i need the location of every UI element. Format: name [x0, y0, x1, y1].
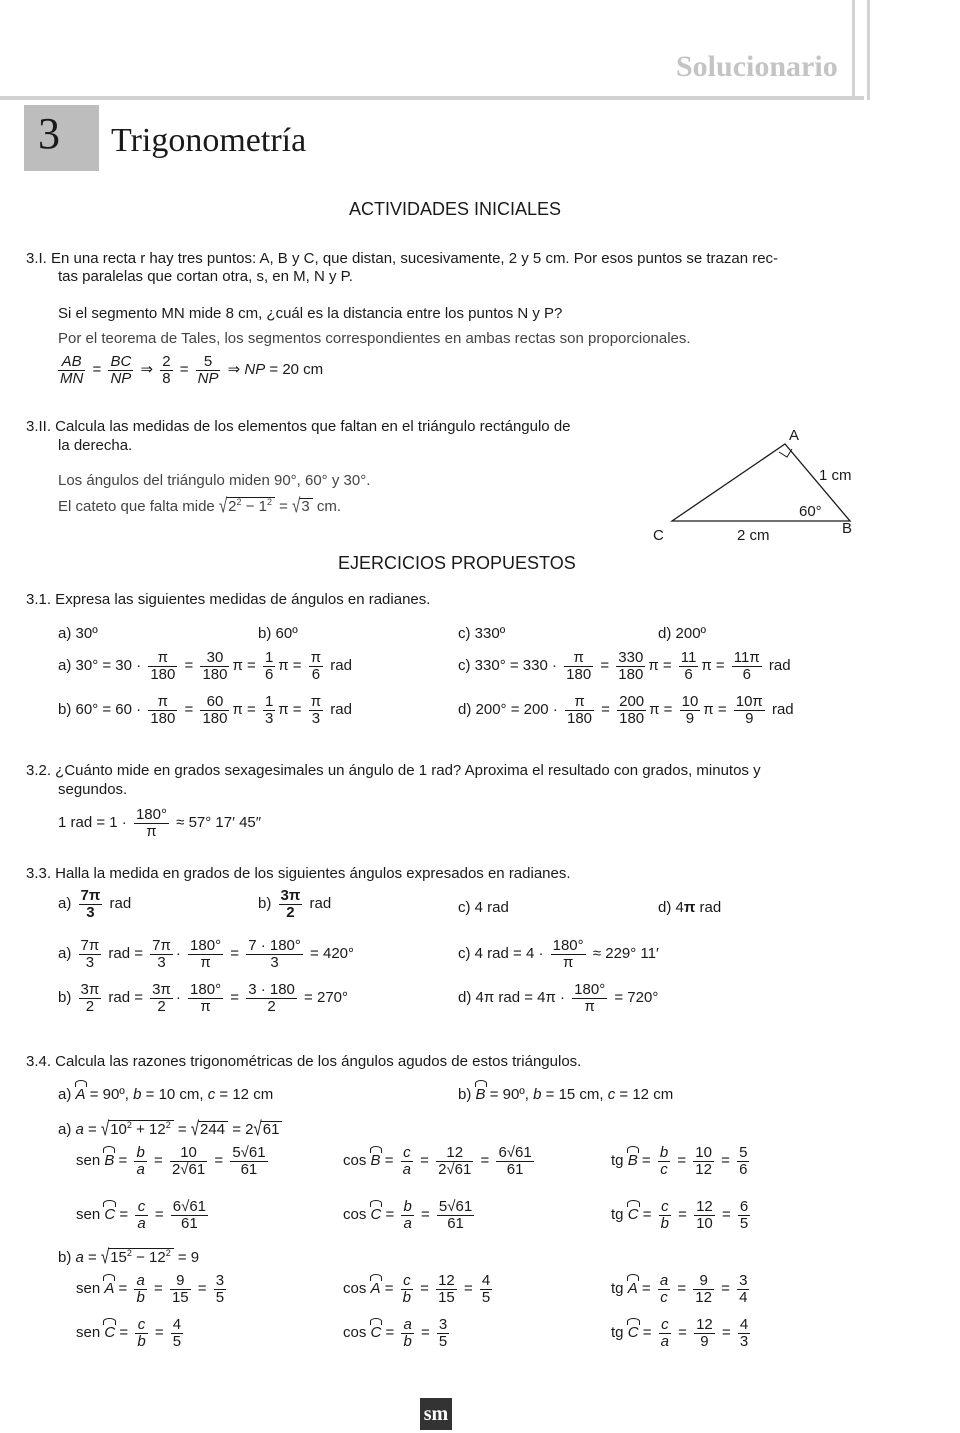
ex-34-a-senB: sen B = $\frac{b}{a}$ = $\frac{10}{2√61}$ = $\frac{5√61}{61}$: [76, 1144, 266, 1178]
triangle-vertex-b: B: [842, 520, 853, 537]
ex-31-sol-d: d) 200° = 200 · $\frac{\pi}{180}$ = $\frac{200}{180}$ π = $\frac{10}{9}$ π = $\frac{10\pi}{9}$ rad: [458, 693, 794, 727]
chapter-number: 3: [38, 109, 60, 158]
ex-3I-answer: Por el teorema de Tales, los segmentos correspondientes en ambas rectas son proporcionales.: [58, 330, 691, 347]
ex-33-sol-b: b) $\frac{3\pi}{2}$ rad = $\frac{3\pi}{2}$ · $\frac{180^\circ}{\pi}$ = $\frac{3 \cdot 180}{2}$ = 270°: [58, 981, 349, 1015]
ex-34-a-hyp: a) $a = √10^2 + 12^2 = √244 = 2√61$: [58, 1120, 282, 1139]
ex-31-item-b: b) 60º: [258, 625, 298, 642]
ex-32-sol: 1 rad = 1 · $\frac{180^\circ}{\pi}$ ≈ 57° 17′ 45″: [58, 806, 262, 840]
triangle-angle-b: 60°: [799, 503, 822, 520]
ex-31-sol-b: b) 60° = 60 · $\frac{\pi}{180}$ = $\frac{60}{180}$ π = $\frac{1}{3}$ π = $\frac{\pi}{3}$ rad: [58, 693, 352, 727]
ex-3II-leg: El cateto que falta mide $√2^2 - 1^2 = √3$ cm.: [58, 495, 342, 518]
section-heading-exercises: EJERCICIOS PROPUESTOS: [338, 553, 576, 573]
ex-34-b-cosA: cos A = $\frac{c}{b}$ = $\frac{12}{15}$ = $\frac{4}{5}$: [343, 1272, 491, 1306]
ex-33-sol-a: a) $\frac{7\pi}{3}$ rad = $\frac{7\pi}{3}$ · $\frac{180^\circ}{\pi}$ = $\frac{7 \cdot 180^\circ}{3}$ = 420°: [58, 937, 355, 971]
ex-34-a-cosB: cos B = $\frac{c}{a}$ = $\frac{12}{2√61}$ = $\frac{6√61}{61}$: [343, 1144, 532, 1178]
chapter-number-box: [24, 105, 99, 171]
ex-31-item-c: c) 330º: [458, 625, 506, 642]
ex-31-sol-a: a) 30° = 30 · $\frac{\pi}{180}$ = $\frac{30}{180}$ π = $\frac{1}{6}$ π = $\frac{\pi}{6}$ rad: [58, 649, 352, 683]
triangle-side-cb: 2 cm: [737, 527, 770, 544]
ex-34-b-tgC: tg C = $\frac{c}{a}$ = $\frac{12}{9}$ = $\frac{4}{3}$: [611, 1316, 749, 1350]
ex-34-b-tgA: tg A = $\frac{a}{c}$ = $\frac{9}{12}$ = $\frac{3}{4}$: [611, 1272, 748, 1306]
ex-34-b-senC: sen C = $\frac{c}{b}$ = $\frac{4}{5}$: [76, 1316, 182, 1350]
ex-3II-statement-1: 3.II. Calcula las medidas de los elementos que faltan en el triángulo rectángulo de: [26, 418, 571, 435]
ex-32-statement-2: segundos.: [58, 781, 128, 798]
ex-31-sol-c: c) 330° = 330 · $\frac{\pi}{180}$ = $\frac{330}{180}$ π = $\frac{11}{6}$ π = $\frac{11\pi}{6}$ rad: [458, 649, 791, 683]
ex-33-item-b: b) $\frac{3\pi}{2}$ rad: [258, 887, 332, 921]
ex-34-a-tgB: tg B = $\frac{b}{c}$ = $\frac{10}{12}$ = $\frac{5}{6}$: [611, 1144, 748, 1178]
ex-34-b-senA: sen A = $\frac{a}{b}$ = $\frac{9}{15}$ = $\frac{3}{5}$: [76, 1272, 225, 1306]
ex-33-item-c: c) 4 rad: [458, 899, 509, 916]
ex-33-sol-c: c) 4 rad = 4 · $\frac{180^\circ}{\pi}$ ≈ 229° 11′: [458, 937, 659, 971]
ex-33-sol-d: d) 4π rad = 4π · $\frac{180^\circ}{\pi}$ = 720°: [458, 981, 659, 1015]
ex-3II-statement-2: la derecha.: [58, 437, 133, 454]
ex-34-a-senC: sen C = $\frac{c}{a}$ = $\frac{6√61}{61}$: [76, 1198, 207, 1232]
ex-3II-angles: Los ángulos del triángulo miden 90°, 60° y 30°.: [58, 472, 371, 489]
triangle-vertex-a: A: [789, 427, 800, 444]
ex-31-item-d: d) 200º: [658, 625, 707, 642]
triangle-side-ab: 1 cm: [819, 467, 852, 484]
header-line: [0, 96, 864, 100]
ex-3I-statement-2: tas paralelas que cortan otra, s, en M, N y P.: [58, 268, 353, 285]
ex-3I-proportion: $\frac{AB}{MN}$ = $\frac{BC}{NP}$ ⇒ $\frac{2}{8}$ = $\frac{5}{NP}$ ⇒ NP = 20 cm: [60, 353, 324, 387]
ex-34-data-a: a) A = 90º, b = 10 cm, c = 12 cm: [58, 1086, 274, 1103]
ex-3I-statement-1: 3.I. En una recta r hay tres puntos: A, B y C, que distan, sucesivamente, 2 y 5 cm. Por esos puntos se trazan rec-: [26, 250, 779, 267]
ex-34-a-cosC: cos C = $\frac{b}{a}$ = $\frac{5√61}{61}$: [343, 1198, 473, 1232]
ex-31-statement: 3.1. Expresa las siguientes medidas de ángulos en radianes.: [26, 591, 431, 608]
header-corner-frame: [852, 0, 870, 100]
ex-33-statement: 3.3. Halla la medida en grados de los siguientes ángulos expresados en radianes.: [26, 865, 571, 882]
ex-31-item-a: a) 30º: [58, 625, 98, 642]
ex-33-item-d: d) 4π rad: [658, 899, 722, 916]
triangle-vertex-c: C: [653, 527, 664, 544]
ex-34-b-cosC: cos C = $\frac{a}{b}$ = $\frac{3}{5}$: [343, 1316, 448, 1350]
chapter-title: Trigonometría: [111, 122, 307, 159]
sm-logo: sm: [420, 1398, 452, 1430]
ex-33-item-a: a) $\frac{7\pi}{3}$ rad: [58, 887, 132, 921]
ex-34-b-hyp: b) $a = √15^2 - 12^2 = 9$: [58, 1246, 200, 1269]
ex-32-statement-1: 3.2. ¿Cuánto mide en grados sexagesimales un ángulo de 1 rad? Aproxima el resultado con grados, minutos y: [26, 762, 761, 779]
ex-34-a-tgC: tg C = $\frac{c}{b}$ = $\frac{12}{10}$ = $\frac{6}{5}$: [611, 1198, 749, 1232]
ex-3I-question: Si el segmento MN mide 8 cm, ¿cuál es la distancia entre los puntos N y P?: [58, 305, 563, 322]
solucionario-title: Solucionario: [676, 50, 838, 83]
section-heading-initial: ACTIVIDADES INICIALES: [349, 199, 562, 219]
ex-34-statement: 3.4. Calcula las razones trigonométricas de los ángulos agudos de estos triángulos.: [26, 1053, 582, 1070]
ex-34-data-b: b) B = 90º, b = 15 cm, c = 12 cm: [458, 1086, 674, 1103]
